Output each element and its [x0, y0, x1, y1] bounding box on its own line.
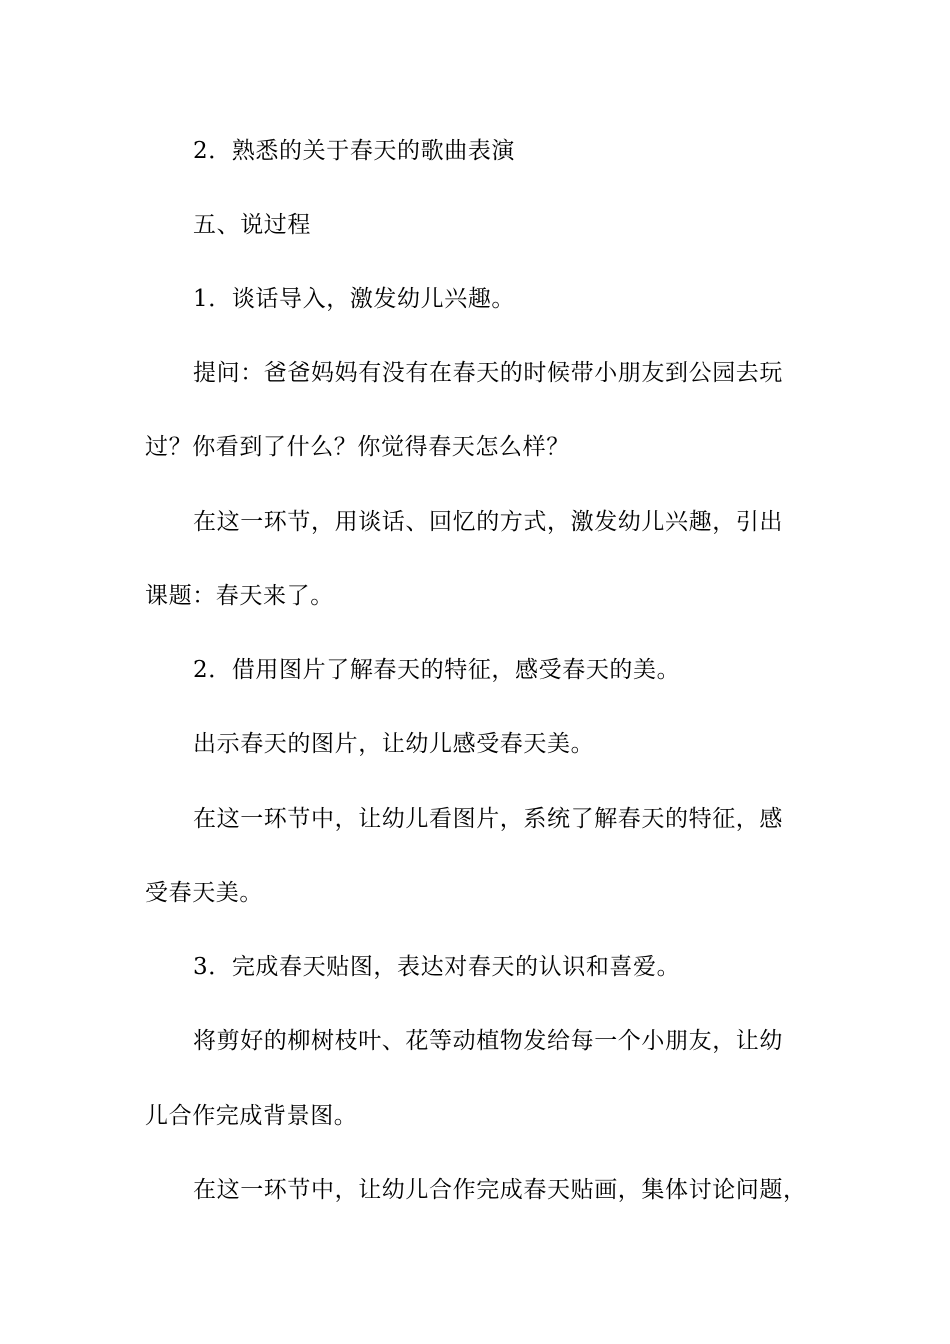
paragraph-line: 2．借用图片了解春天的特征，感受春天的美。 [193, 657, 681, 683]
paragraph-line: 1．谈话导入，激发幼儿兴趣。 [193, 286, 516, 312]
paragraph-line: 在这一环节，用谈话、回忆的方式，激发幼儿兴趣，引出 [193, 509, 783, 535]
paragraph-line: 儿合作完成背景图。 [145, 1103, 358, 1129]
paragraph-line: 3．完成春天贴图，表达对春天的认识和喜爱。 [193, 954, 681, 980]
paragraph-line: 将剪好的柳树枝叶、花等动植物发给每一个小朋友，让幼 [193, 1028, 783, 1054]
paragraph-line: 出示春天的图片，让幼儿感受春天美。 [193, 731, 595, 757]
paragraph-line: 2．熟悉的关于春天的歌曲表演 [193, 138, 516, 164]
paragraph-line: 在这一环节中，让幼儿看图片，系统了解春天的特征，感 [193, 806, 783, 832]
paragraph-line: 受春天美。 [145, 880, 263, 906]
paragraph-line: 课题：春天来了。 [145, 583, 334, 609]
paragraph-line: 过？你看到了什么？你觉得春天怎么样？ [145, 434, 570, 460]
paragraph-line: 提问：爸爸妈妈有没有在春天的时候带小朋友到公园去玩 [193, 360, 783, 386]
section-heading: 五、说过程 [193, 212, 311, 238]
paragraph-line: 在这一环节中，让幼儿合作完成春天贴画，集体讨论问题， [193, 1177, 807, 1203]
